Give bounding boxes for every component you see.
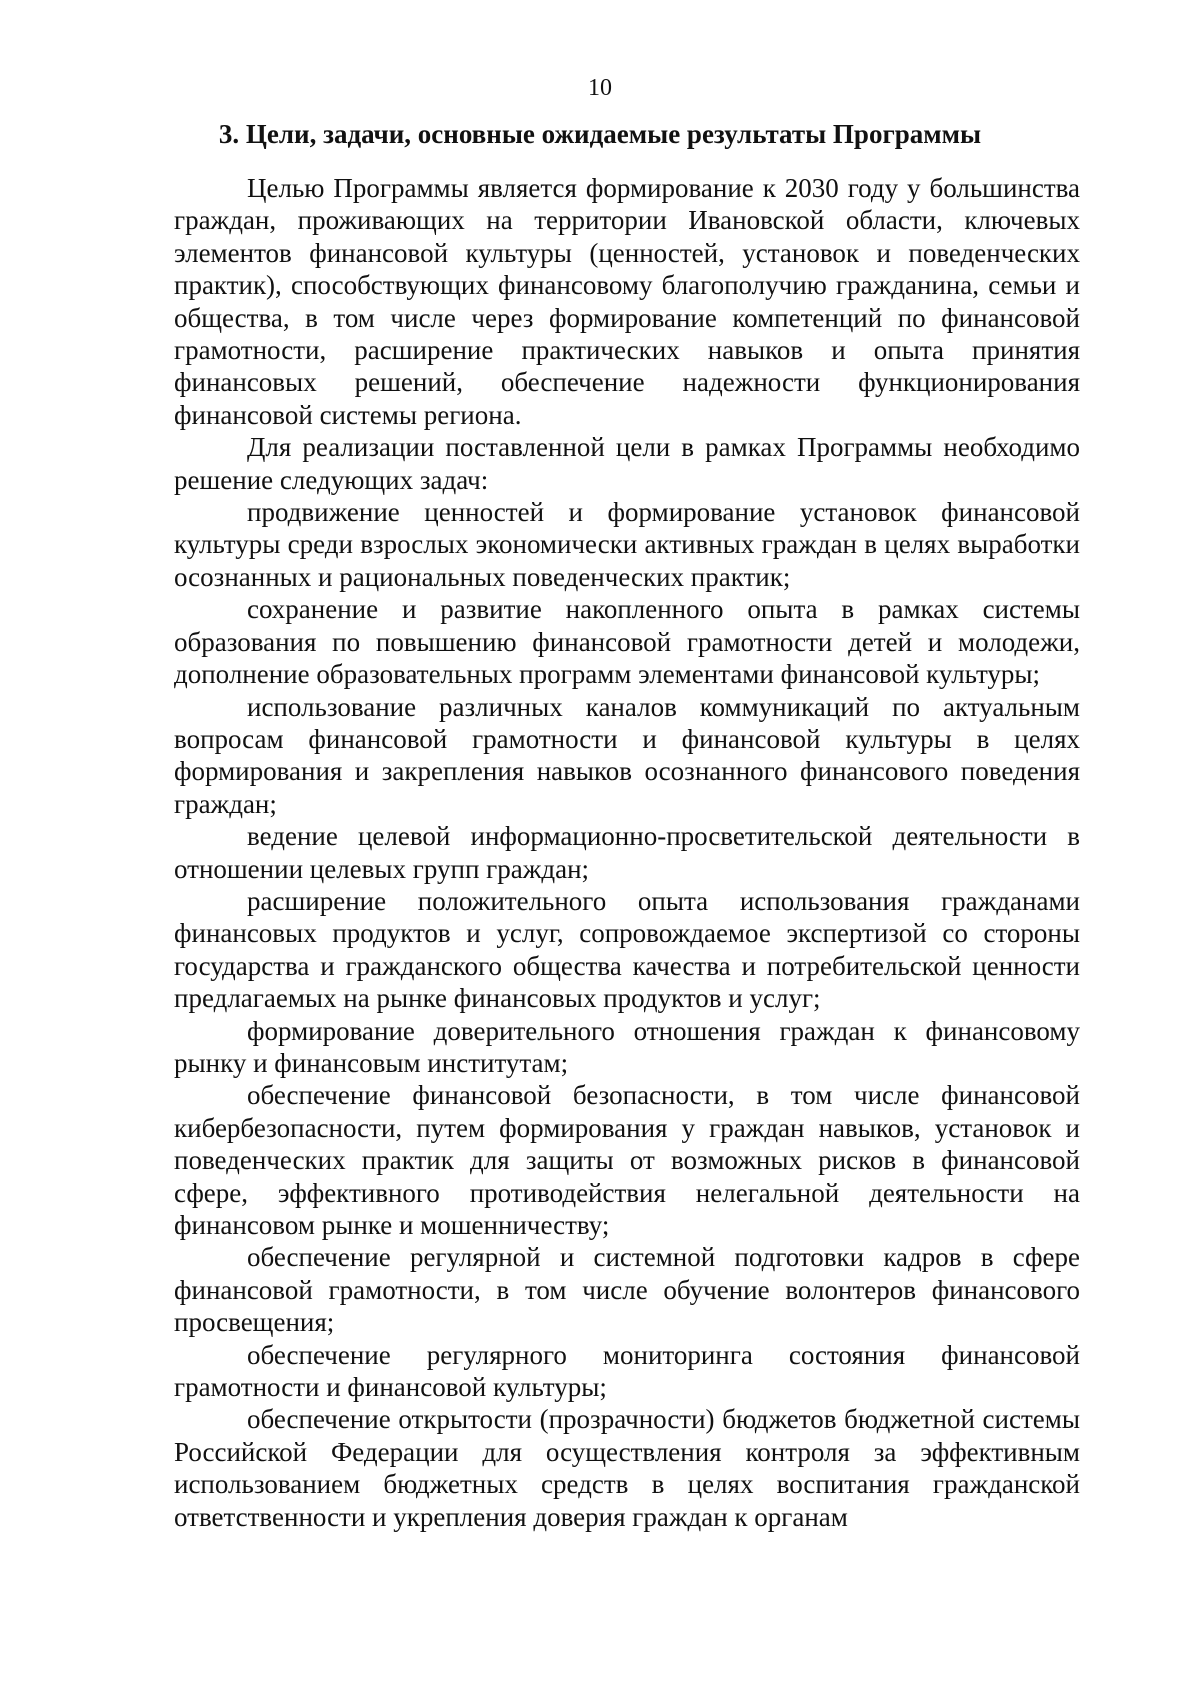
task-item: обеспечение регулярной и системной подготовки кадров в сфере финансовой грамотности, в том числе обучение волонтеров финансового просвещения;: [174, 1242, 1080, 1338]
task-item: обеспечение открытости (прозрачности) бюджетов бюджетной системы Российской Федерации для осуществления контроля за эффективным использованием бюджетных средств в целях воспитания гражданской ответственности и укрепления доверия граждан к органам: [174, 1404, 1080, 1532]
paragraph-goal: Целью Программы является формирование к 2030 году у большинства граждан, проживающих на территории Ивановской области, ключевых элементов финансовой культуры (ценностей, установок и поведенческих практик), способствующих финансовому благополучию гражданина, семьи и общества, в том числе через формирование компетенций по финансовой грамотности, расширение практических навыков и опыта принятия финансовых решений, обеспечение надежности функционирования финансовой системы региона.: [174, 173, 1080, 430]
section-heading: 3. Цели, задачи, основные ожидаемые результаты Программы: [218, 119, 982, 149]
task-item: формирование доверительного отношения граждан к финансовому рынку и финансовым институтам;: [174, 1015, 1080, 1078]
task-item: использование различных каналов коммуникаций по актуальным вопросам финансовой грамотности и финансовой культуры в целях формирования и закрепления навыков осознанного финансового поведения граждан;: [174, 691, 1080, 819]
task-item: сохранение и развитие накопленного опыта в рамках системы образования по повышению финансовой грамотности детей и молодежи, дополнение образовательных программ элементами финансовой культуры;: [174, 594, 1080, 690]
task-item: обеспечение финансовой безопасности, в том числе финансовой кибербезопасности, путем формирования у граждан навыков, установок и поведенческих практик для защиты от возможных рисков в финансовой сфере, эффективного противодействия нелегальной деятельности на финансовом рынке и мошенничеству;: [174, 1080, 1080, 1240]
paragraph-tasks-intro: Для реализации поставленной цели в рамках Программы необходимо решение следующих задач:: [174, 432, 1080, 495]
task-item: расширение положительного опыта использования гражданами финансовых продуктов и услуг, сопровождаемое экспертизой со стороны государства и гражданского общества качества и потребительской ценности предлагаемых на рынке финансовых продуктов и услуг;: [174, 885, 1080, 1014]
task-item: ведение целевой информационно-просветительской деятельности в отношении целевых групп граждан;: [174, 821, 1080, 884]
task-item: обеспечение регулярного мониторинга состояния финансовой грамотности и финансовой культуры;: [174, 1339, 1080, 1403]
page-number: 10: [588, 75, 612, 101]
task-item: продвижение ценностей и формирование установок финансовой культуры среди взрослых экономически активных граждан в целях выработки осознанных и рациональных поведенческих практик;: [174, 497, 1080, 592]
document-body: [174, 172, 1080, 1533]
